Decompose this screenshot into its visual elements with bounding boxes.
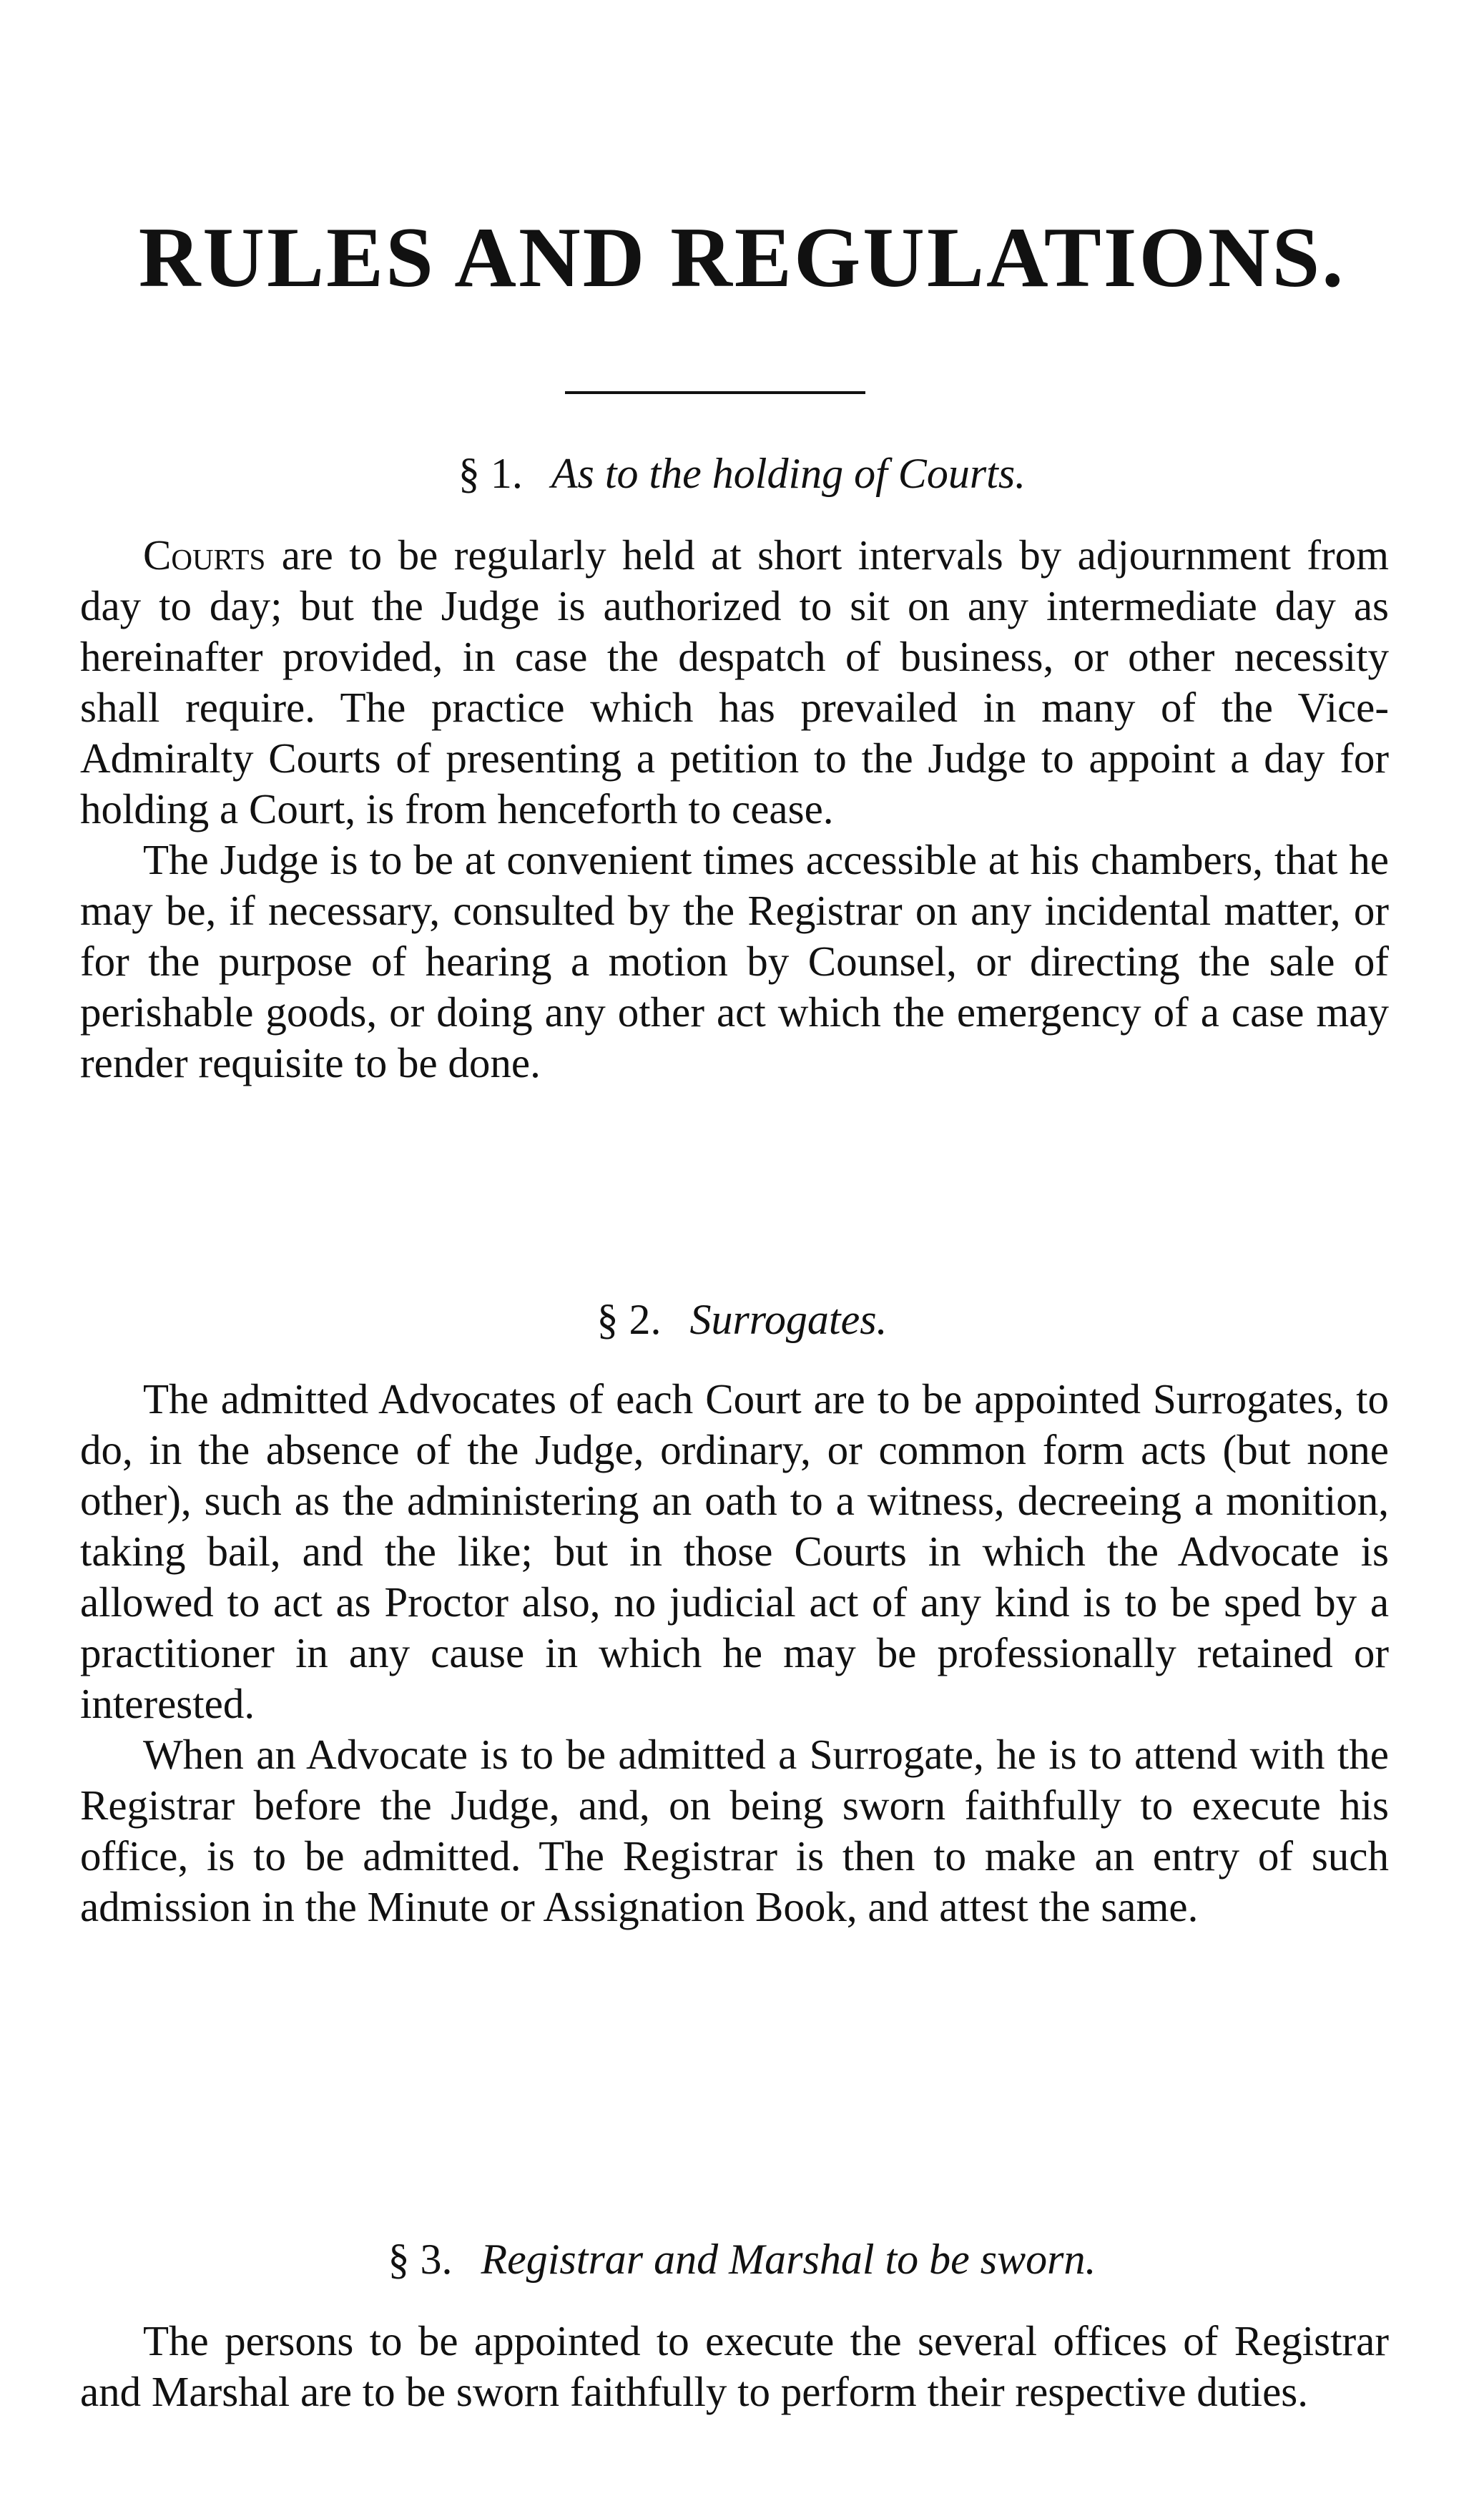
section-3-paragraph-1: The persons to be appointed to execute the several offices of Registrar and Marshal are to be sworn faithfully to perform their respective duties. — [80, 2317, 1389, 2415]
section-1-paragraph-1 — [80, 530, 1389, 835]
section-2-number: § 2. — [596, 1296, 662, 1343]
section-1-title: As to the holding of Courts. — [551, 450, 1026, 497]
section-3-title: Registrar and Marshal to be sworn. — [481, 2236, 1096, 2283]
section-1-lead-word: Courts — [143, 531, 266, 579]
section-2-body — [80, 1374, 1389, 1932]
section-2-heading — [0, 1294, 1484, 1345]
section-3-heading — [0, 2234, 1484, 2285]
section-1-paragraph-1-text: are to be regularly held at short intervals by adjournment from day to day; but the Judge is authorized to sit on any intermediate day as hereinafter provided, in case the despatch of business, or other necessity shall require. The practice which has prevailed in many of the Vice-Admiralty Courts of presenting a petition to the Judge to appoint a day for holding a Court, is from henceforth to cease. — [80, 531, 1389, 832]
section-1-heading — [0, 448, 1484, 499]
section-2-paragraph-1: The admitted Advocates of each Court are to be appointed Surrogates, to do, in the absence of the Judge, ordinary, or common form acts (but none other), such as the administering an oath to a witness, decreeing a monition, taking bail, and the like; but in those Courts in which the Advocate is allowed to act as Proctor also, no judicial act of any kind is to be sped by a practitioner in any cause in which he may be professionally retained or interested. — [80, 1375, 1389, 1727]
section-2-paragraph-2: When an Advocate is to be admitted a Surrogate, he is to attend with the Registrar before the Judge, and, on being sworn faithfully to execute his office, is to be admitted. The Registrar is then to make an entry of such admission in the Minute or Assignation Book, and attest the same. — [80, 1731, 1389, 1930]
section-3-body — [80, 2316, 1389, 2417]
section-1-paragraph-2: The Judge is to be at convenient times accessible at his chambers, that he may be, if necessary, consulted by the Registrar on any incidental matter, or for the purpose of hearing a motion by Counsel, or directing the sale of perishable goods, or doing any other act which the emergency of a case may render requisite to be done. — [80, 836, 1389, 1086]
section-1-body — [80, 530, 1389, 1089]
page-title: RULES AND REGULATIONS. — [138, 210, 1346, 305]
section-1-number: § 1. — [458, 450, 523, 497]
section-3-number: § 3. — [388, 2236, 453, 2283]
title-divider — [565, 391, 865, 394]
section-2-title: Surrogates. — [689, 1296, 888, 1343]
